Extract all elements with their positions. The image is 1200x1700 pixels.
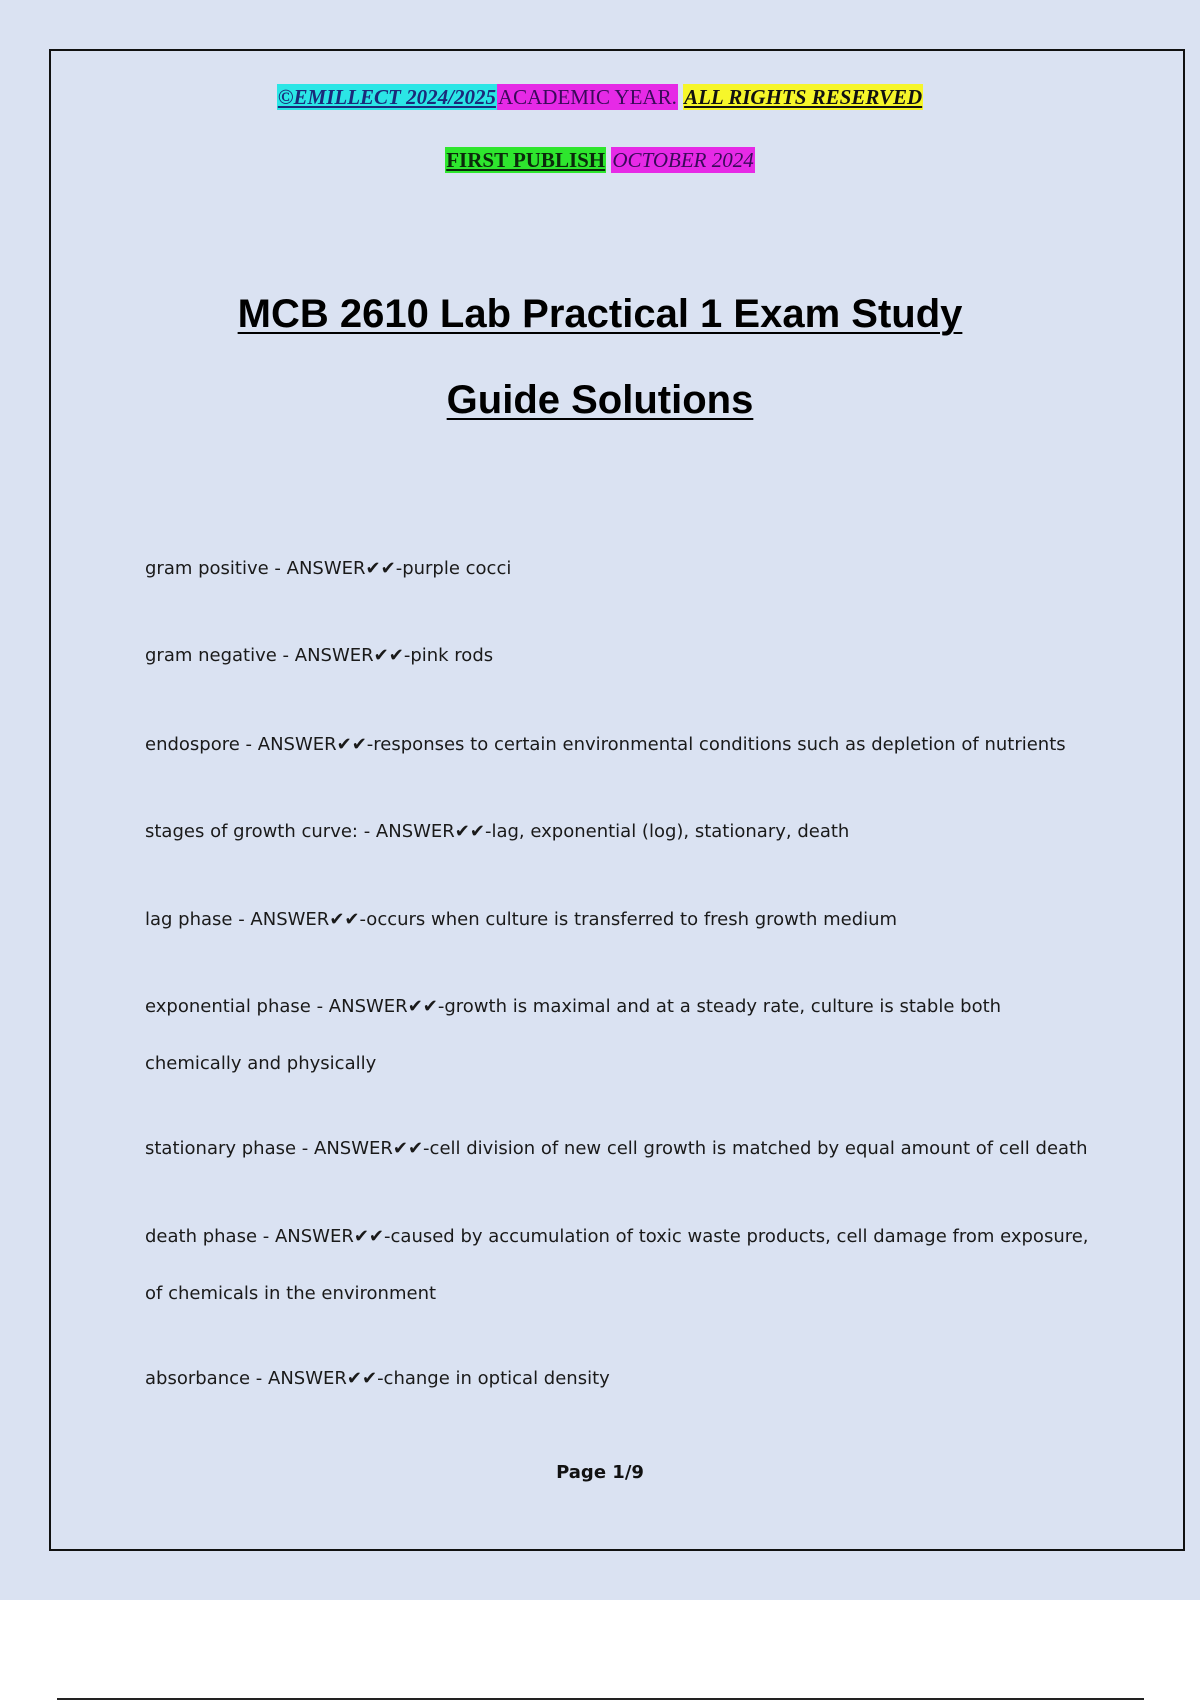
qa-entry: exponential phase - ANSWER✔✔-growth is maximal and at a steady rate, culture is stable both chemically and physically bbox=[145, 996, 1002, 1074]
qa-entry: death phase - ANSWER✔✔-caused by accumulation of toxic waste products, cell damage from exposure, of chemicals in the environment bbox=[145, 1226, 1089, 1304]
qa-entry: gram negative - ANSWER✔✔-pink rods bbox=[145, 645, 494, 666]
copyright-header bbox=[0, 84, 1200, 110]
copyright-highlight: ©EMILLECT 2024/2025 bbox=[277, 85, 496, 109]
qa-entry: stages of growth curve: - ANSWER✔✔-lag, exponential (log), stationary, death bbox=[145, 821, 850, 842]
rights-highlight: ALL RIGHTS RESERVED bbox=[684, 85, 923, 109]
document-title-line-2: Guide Solutions bbox=[446, 378, 754, 422]
first-publish-highlight: FIRST PUBLISH bbox=[446, 148, 606, 172]
publish-date-highlight: OCTOBER 2024 bbox=[612, 148, 754, 172]
qa-entry: gram positive - ANSWER✔✔-purple cocci bbox=[145, 558, 512, 579]
page-number: Page 1/9 bbox=[556, 1462, 644, 1483]
qa-entry: stationary phase - ANSWER✔✔-cell division of new cell growth is matched by equal amount of cell death bbox=[145, 1138, 1088, 1159]
publish-header bbox=[0, 147, 1200, 173]
qa-entry: endospore - ANSWER✔✔-responses to certain environmental conditions such as depletion of nutrients bbox=[145, 734, 1066, 755]
document-title-line-1: MCB 2610 Lab Practical 1 Exam Study bbox=[237, 292, 963, 336]
academic-year-highlight: ACADEMIC YEAR. bbox=[497, 85, 677, 109]
page-border bbox=[49, 49, 1185, 1551]
qa-entry: lag phase - ANSWER✔✔-occurs when culture is transferred to fresh growth medium bbox=[145, 909, 898, 930]
qa-entry: absorbance - ANSWER✔✔-change in optical density bbox=[145, 1368, 610, 1389]
